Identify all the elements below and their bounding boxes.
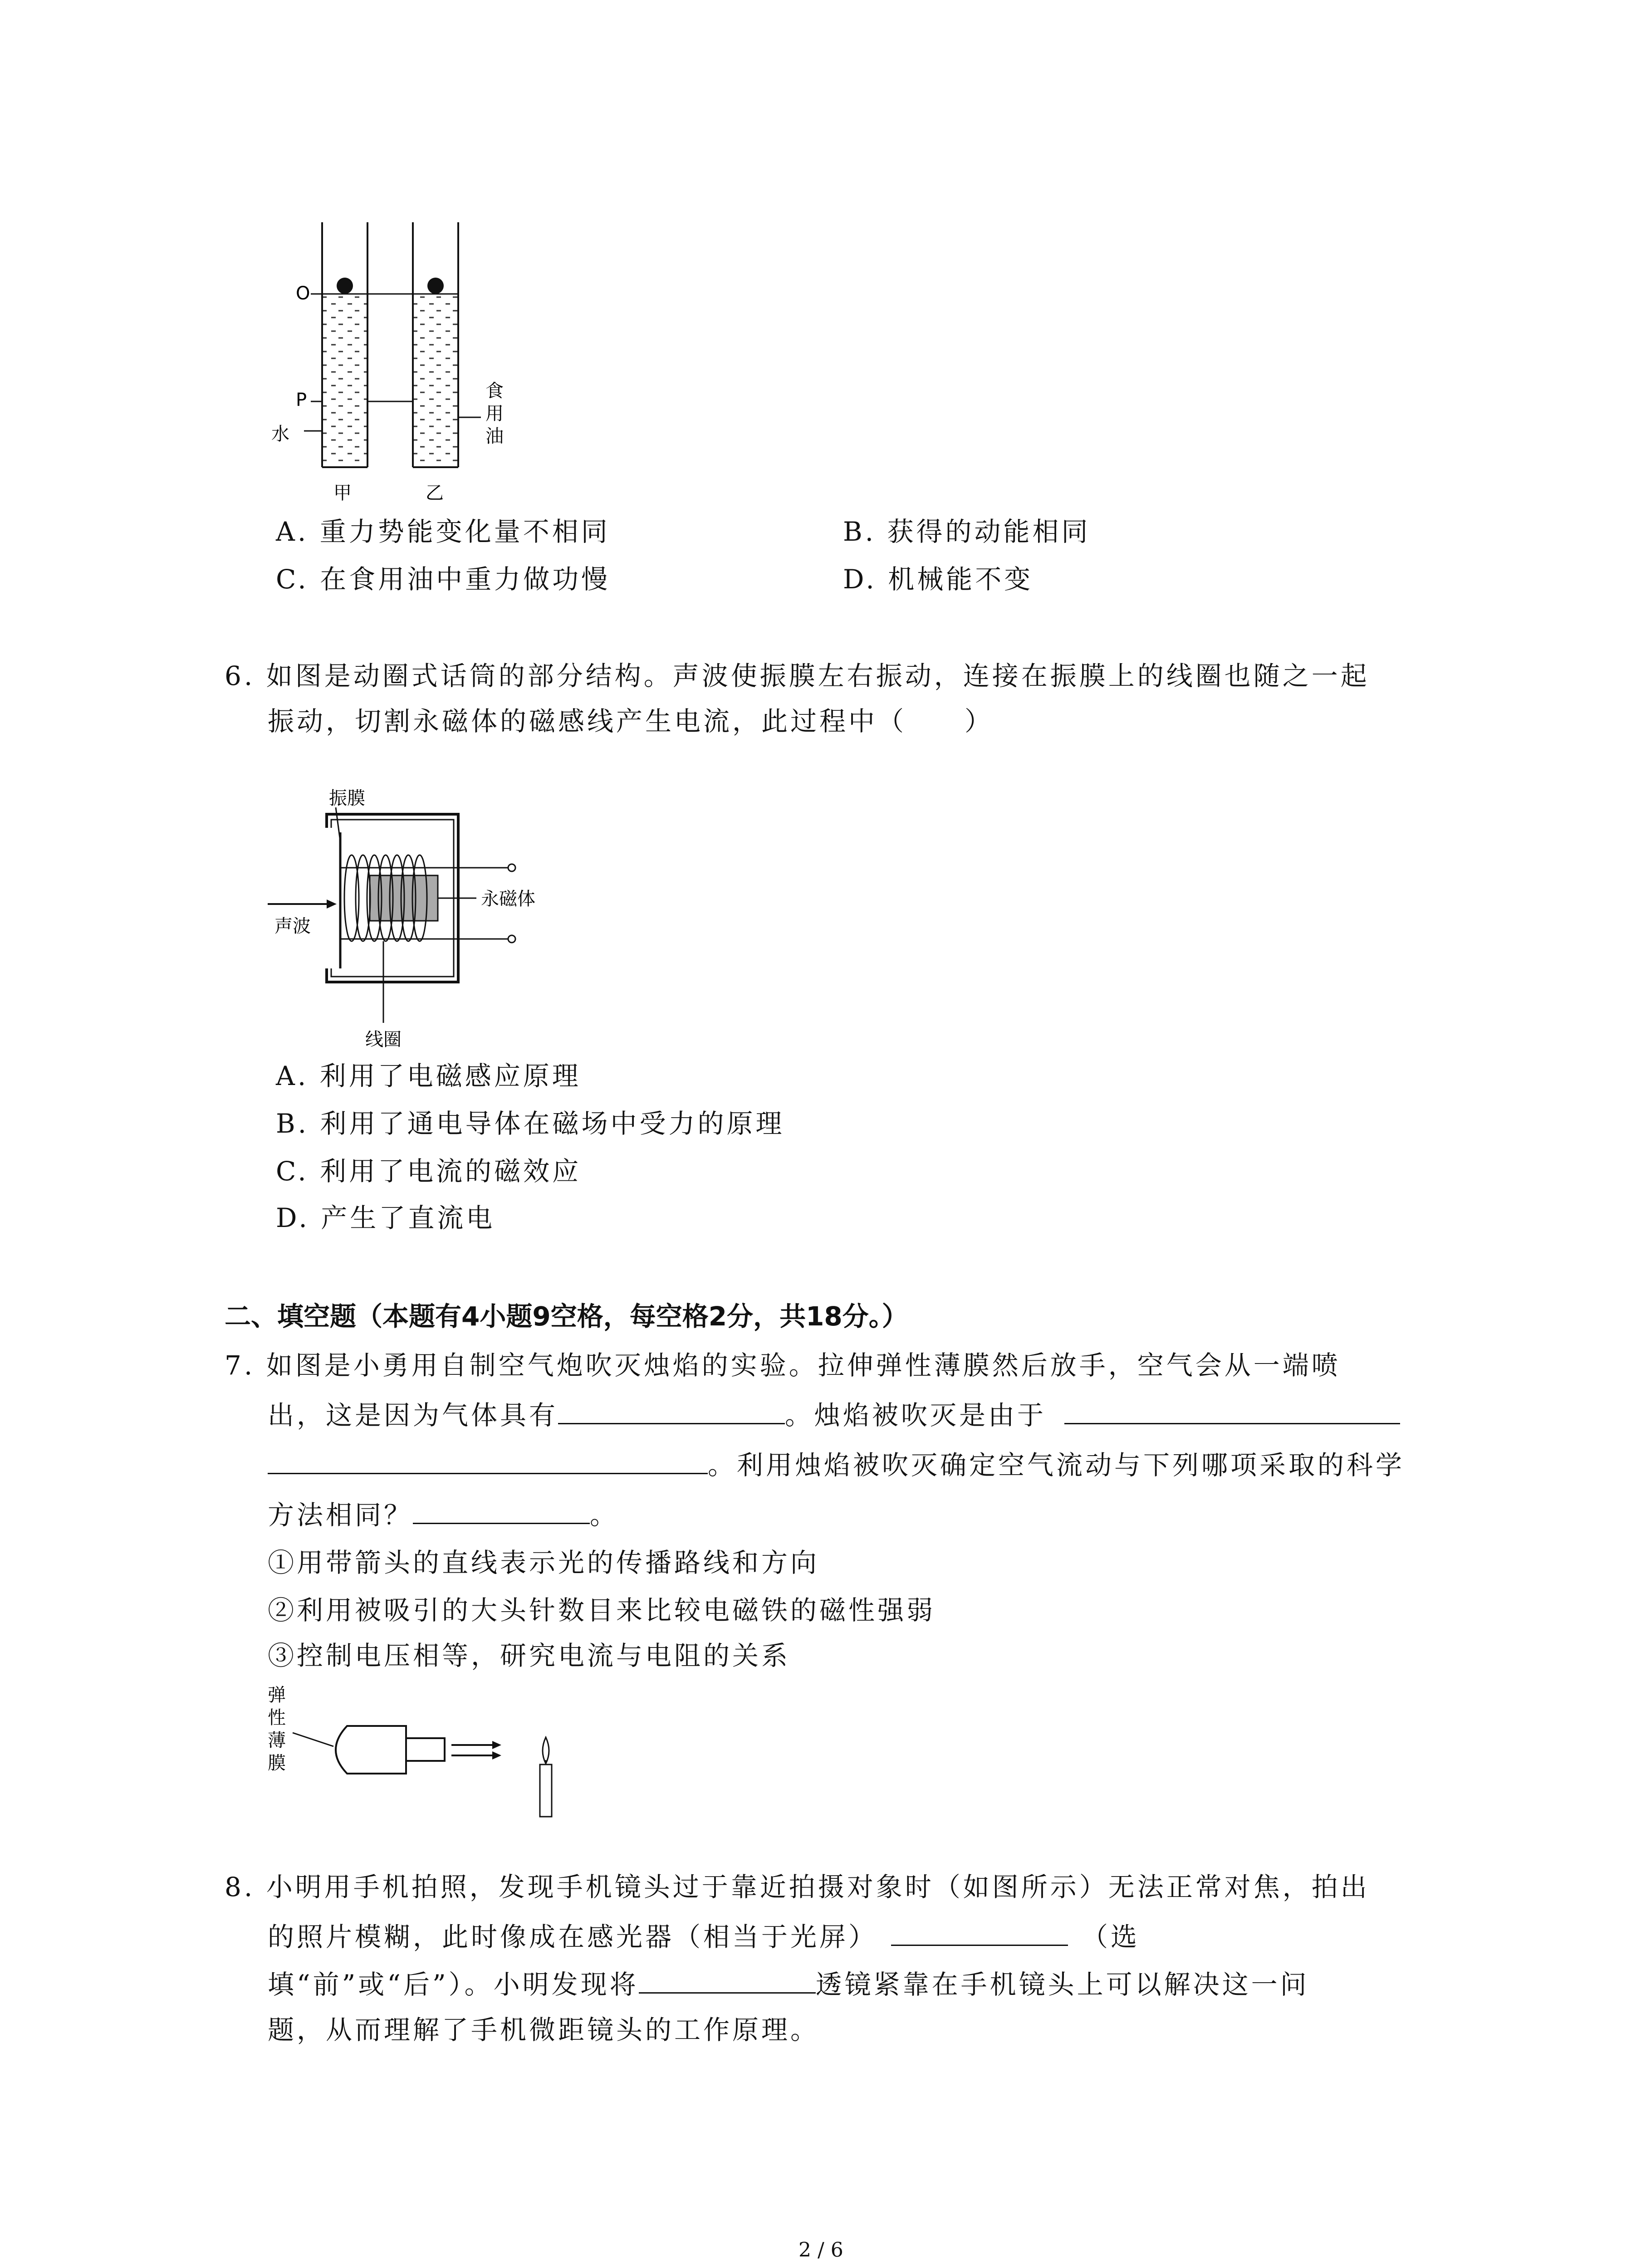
microphone-figure <box>268 787 567 1050</box>
page-number: 2 / 6 <box>798 2239 843 2262</box>
q6-option-c: C. 利用了电流的磁效应 <box>276 1156 582 1187</box>
q8-line3-a: 填“前”或“后”）。小明发现将 <box>268 1969 639 2000</box>
q6-option-d: D. 产生了直流电 <box>276 1202 495 1233</box>
label-coil: 线圈 <box>365 1029 402 1050</box>
q6-stem-line2: 振动，切割永磁体的磁感线产生电流，此过程中（ ） <box>268 706 994 737</box>
q7-blank-2a[interactable] <box>1064 1396 1400 1424</box>
q7-line3 <box>268 1442 1405 1488</box>
candle <box>540 1765 552 1817</box>
label-jia: 甲 <box>333 483 352 503</box>
label-oil-3: 油 <box>485 426 504 447</box>
q7-line2 <box>268 1393 1400 1438</box>
tubes-figure <box>263 218 544 508</box>
q5-option-c: C. 在食用油中重力做功慢 <box>276 564 611 595</box>
q7-item-1: ①用带箭头的直线表示光的传播路线和方向 <box>268 1547 820 1578</box>
q8-line2-b: （选 <box>1082 1921 1140 1952</box>
q7-blank-1[interactable] <box>558 1396 785 1424</box>
label-membrane-2: 性 <box>268 1707 286 1728</box>
label-oil-1: 食 <box>485 381 504 401</box>
q8-line4: 题，从而理解了手机微距镜头的工作原理。 <box>268 2014 820 2045</box>
label-yi: 乙 <box>426 483 444 503</box>
q6-option-a: A. 利用了电磁感应原理 <box>276 1061 581 1091</box>
section-title: 二、填空题（本题有4小题9空格，每空格2分，共18分。） <box>225 1301 908 1332</box>
q7-item-2: ②利用被吸引的大头针数目来比较电磁铁的磁性强弱 <box>268 1595 936 1626</box>
air-cannon-figure <box>265 1683 583 1819</box>
q7-blank-3[interactable] <box>413 1496 590 1524</box>
q8-blank-2[interactable] <box>639 1965 816 1994</box>
q7-blank-2b[interactable] <box>268 1446 708 1474</box>
q8-line2-a: 的照片模糊，此时像成在感光器（相当于光屏） <box>268 1921 878 1952</box>
label-magnet: 永磁体 <box>481 889 535 909</box>
q5-option-b: B. 获得的动能相同 <box>843 516 1091 547</box>
q7-line2-a: 出，这是因为气体具有 <box>268 1400 558 1431</box>
q8-line3-b: 透镜紧靠在手机镜头上可以解决这一问 <box>815 1969 1309 2000</box>
q7-line4-a: 方法相同？ <box>268 1500 413 1530</box>
label-membrane-1: 弹 <box>268 1685 286 1706</box>
ball-jia <box>337 278 353 294</box>
q8-line1: 8. 小明用手机拍照，发现手机镜头过于靠近拍摄对象时（如图所示）无法正常对焦，拍出 <box>225 1872 1370 1902</box>
label-membrane-4: 膜 <box>268 1753 286 1774</box>
label-oil-2: 用 <box>485 403 504 424</box>
q5-option-a: A. 重力势能变化量不相同 <box>276 516 610 547</box>
q7-line2-b: 。烛焰被吹灭是由于 <box>785 1400 1047 1431</box>
flame <box>543 1737 549 1764</box>
label-membrane-3: 薄 <box>268 1730 286 1751</box>
q8-blank-1[interactable] <box>891 1917 1068 1946</box>
label-p: P <box>296 390 307 411</box>
label-sound: 声波 <box>274 916 311 937</box>
q7-line4-b: 。 <box>590 1500 619 1530</box>
q8-line3 <box>268 1962 1309 2007</box>
q6-stem-line1: 6. 如图是动圈式话筒的部分结构。声波使振膜左右振动，连接在振膜上的线圈也随之一起 <box>225 660 1370 691</box>
label-diaphragm: 振膜 <box>329 788 365 809</box>
ball-yi <box>427 278 444 294</box>
q7-line1: 7. 如图是小勇用自制空气炮吹灭烛焰的实验。拉伸弹性薄膜然后放手，空气会从一端喷 <box>225 1350 1341 1381</box>
label-o: O <box>296 283 310 304</box>
q8-line2 <box>268 1914 1140 1960</box>
q7-line4 <box>268 1492 619 1538</box>
label-water: 水 <box>271 424 289 445</box>
q7-item-3: ③控制电压相等，研究电流与电阻的关系 <box>268 1640 791 1671</box>
q6-option-b: B. 利用了通电导体在磁场中受力的原理 <box>276 1108 785 1139</box>
q5-option-d: D. 机械能不变 <box>843 564 1034 595</box>
q7-line3-text: 。利用烛焰被吹灭确定空气流动与下列哪项采取的科学 <box>708 1450 1405 1481</box>
